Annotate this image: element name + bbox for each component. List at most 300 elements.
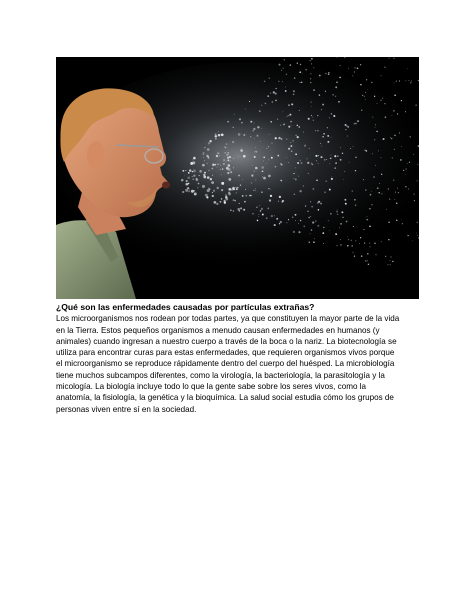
droplet (233, 167, 234, 168)
droplet (211, 168, 213, 170)
droplet (354, 123, 356, 125)
paragraph-line: el microorganismo se reproduce rápidamente dentro del cuerpo del huésped. La microbiología (56, 359, 395, 369)
droplet (268, 159, 269, 160)
droplet (284, 123, 285, 124)
droplet (297, 63, 298, 64)
droplet (227, 157, 229, 159)
droplet (399, 80, 400, 81)
droplet (261, 105, 262, 106)
droplet (416, 180, 417, 181)
droplet (188, 190, 190, 192)
droplet (385, 116, 386, 117)
droplet (337, 210, 338, 211)
droplet (206, 196, 208, 198)
droplet (288, 162, 289, 163)
droplet (206, 155, 208, 157)
droplet (192, 159, 193, 160)
droplet (317, 225, 319, 227)
droplet (215, 135, 217, 137)
droplet (354, 256, 355, 257)
droplet (325, 180, 326, 181)
droplet (367, 89, 368, 90)
droplet (369, 208, 371, 210)
paragraph-line: micología. La biología incluye todo lo que la gente sabe sobre los seres vivos, como la (56, 382, 366, 392)
droplet (341, 211, 343, 213)
droplet (365, 260, 366, 261)
droplet (221, 133, 224, 136)
droplet (340, 244, 342, 246)
droplet (334, 167, 336, 169)
droplet (249, 195, 251, 197)
droplet (398, 192, 399, 193)
droplet (387, 264, 388, 265)
droplet (330, 158, 331, 159)
droplet (258, 214, 259, 215)
droplet (255, 188, 256, 189)
droplet (290, 142, 291, 143)
droplet (205, 194, 208, 197)
droplet (270, 121, 272, 123)
droplet (339, 77, 340, 78)
paragraph-line: en la Tierra. Estos pequeños organismos a menudo causan enfermedades en humanos (y (56, 325, 380, 335)
droplet (275, 88, 276, 89)
droplet (261, 208, 263, 210)
droplet (250, 136, 251, 137)
droplet (224, 152, 226, 154)
droplet (384, 103, 385, 104)
droplet (372, 153, 373, 154)
droplet (218, 131, 219, 132)
droplet (289, 114, 291, 116)
droplet (193, 169, 196, 172)
droplet (188, 183, 190, 185)
droplet (410, 136, 411, 137)
droplet (351, 245, 353, 247)
droplet (385, 256, 386, 257)
droplet (269, 78, 270, 79)
droplet (394, 135, 396, 137)
droplet (209, 140, 211, 142)
droplet (199, 170, 202, 173)
droplet (407, 163, 408, 164)
droplet (311, 102, 312, 103)
droplet (225, 147, 226, 148)
droplet (310, 73, 311, 74)
droplet (389, 199, 390, 200)
droplet (392, 115, 393, 116)
droplet (286, 157, 287, 158)
droplet (226, 161, 227, 162)
droplet (295, 153, 297, 155)
droplet (345, 124, 347, 126)
droplet (317, 115, 318, 116)
droplet (261, 192, 262, 193)
droplet (322, 232, 324, 234)
droplet (395, 192, 396, 193)
droplet (345, 129, 346, 130)
droplet (357, 120, 359, 122)
droplet (330, 213, 332, 215)
droplet (328, 73, 330, 75)
droplet (301, 162, 303, 164)
droplet (251, 182, 252, 183)
droplet (227, 121, 229, 123)
droplet (310, 233, 311, 234)
droplet (391, 257, 392, 258)
droplet (327, 141, 329, 143)
droplet (271, 143, 272, 144)
droplet (193, 175, 195, 177)
droplet (245, 195, 247, 197)
droplet (320, 156, 322, 158)
droplet (192, 171, 193, 172)
droplet (292, 216, 294, 218)
droplet (223, 159, 225, 161)
droplet (365, 150, 366, 151)
droplet (416, 233, 417, 234)
droplet (254, 190, 255, 191)
droplet (252, 213, 253, 214)
droplet (293, 231, 295, 233)
droplet (275, 100, 277, 102)
droplet (374, 96, 375, 97)
droplet (347, 245, 349, 247)
droplet (360, 84, 362, 86)
droplet (415, 104, 416, 105)
droplet (335, 86, 337, 88)
droplet (226, 167, 229, 170)
droplet (334, 155, 336, 157)
droplet (286, 222, 287, 223)
droplet (271, 215, 273, 217)
droplet (326, 159, 327, 160)
droplet (278, 201, 279, 202)
droplet (207, 189, 210, 192)
droplet (290, 121, 292, 123)
droplet (369, 226, 371, 228)
droplet (347, 126, 349, 128)
droplet (319, 94, 320, 95)
droplet (233, 127, 234, 128)
droplet (349, 162, 350, 163)
droplet (282, 81, 283, 82)
droplet (309, 60, 310, 61)
droplet (311, 115, 312, 116)
droplet (282, 111, 283, 112)
body-paragraph (56, 313, 426, 415)
droplet (373, 176, 374, 177)
droplet (241, 122, 242, 123)
droplet (308, 118, 310, 120)
droplet (377, 103, 378, 104)
droplet (344, 199, 346, 201)
droplet (288, 219, 289, 220)
droplet (186, 180, 188, 182)
droplet (272, 101, 273, 102)
droplet (267, 95, 269, 97)
droplet (342, 217, 343, 218)
droplet (337, 155, 339, 157)
droplet (320, 203, 322, 205)
droplet (353, 146, 354, 147)
droplet (258, 216, 259, 217)
droplet (388, 188, 389, 189)
droplet (212, 175, 213, 176)
droplet (187, 177, 189, 179)
droplet (318, 163, 319, 164)
droplet (311, 164, 313, 166)
droplet (388, 239, 389, 240)
paragraph-line: tiene muchos subcampos diferentes, como la virología, la bacteriología, la parasitología y la (56, 370, 385, 380)
droplet (318, 155, 319, 156)
droplet (309, 242, 310, 243)
droplet (266, 217, 268, 219)
droplet (313, 241, 315, 243)
droplet (228, 178, 231, 181)
droplet (328, 220, 329, 221)
droplet (297, 125, 299, 127)
droplet (240, 207, 242, 209)
droplet (270, 189, 271, 190)
droplet (267, 208, 269, 210)
droplet (277, 155, 279, 157)
droplet (288, 115, 289, 116)
droplet (216, 155, 218, 157)
droplet (203, 154, 204, 155)
droplet (417, 164, 418, 165)
droplet (217, 167, 218, 168)
droplet (269, 134, 270, 135)
droplet (336, 81, 338, 83)
droplet (386, 209, 387, 210)
droplet (311, 229, 313, 231)
droplet (295, 220, 296, 221)
droplet (230, 160, 231, 161)
droplet (294, 193, 296, 195)
droplet (313, 120, 314, 121)
droplet (222, 168, 223, 169)
droplet (393, 58, 394, 59)
droplet (230, 171, 232, 173)
droplet (193, 178, 194, 179)
droplet (352, 190, 353, 191)
droplet (375, 254, 376, 255)
droplet (309, 148, 310, 149)
droplet (268, 188, 270, 190)
droplet (365, 189, 367, 191)
droplet (308, 173, 309, 174)
droplet (338, 101, 340, 103)
droplet (354, 71, 355, 72)
droplet (204, 160, 205, 161)
droplet (275, 137, 277, 139)
droplet (323, 243, 324, 244)
droplet (184, 176, 185, 177)
droplet (259, 110, 261, 112)
droplet (354, 199, 356, 201)
droplet (405, 111, 406, 112)
droplet (365, 99, 366, 100)
droplet (301, 82, 303, 84)
droplet (203, 157, 204, 158)
droplet (366, 219, 368, 221)
droplet (278, 137, 280, 139)
droplet (256, 135, 258, 137)
droplet (331, 155, 332, 156)
droplet (224, 201, 225, 202)
droplet (286, 74, 287, 75)
droplet (312, 188, 314, 190)
droplet (327, 135, 329, 137)
droplet (352, 75, 353, 76)
paragraph-line: anatomía, la fisiología, la genética y la bioquímica. La salud social estudia cómo los grupos de (56, 393, 394, 403)
droplet (249, 101, 250, 102)
droplet (221, 198, 223, 200)
droplet (355, 157, 357, 159)
droplet (293, 173, 294, 174)
droplet (220, 165, 221, 166)
droplet (277, 119, 278, 120)
droplet (317, 130, 319, 132)
droplet (360, 237, 361, 238)
droplet (262, 176, 263, 177)
droplet (329, 163, 330, 164)
droplet (263, 177, 266, 180)
droplet (381, 75, 382, 76)
droplet (307, 162, 309, 164)
droplet (243, 209, 245, 211)
droplet (274, 224, 276, 226)
droplet (319, 75, 321, 77)
droplet (239, 203, 240, 204)
droplet (382, 98, 383, 99)
droplet (390, 260, 391, 261)
droplet (311, 163, 312, 164)
droplet (329, 230, 330, 231)
droplet (240, 149, 243, 152)
droplet (230, 209, 232, 211)
droplet (236, 187, 237, 188)
droplet (394, 199, 395, 200)
droplet (325, 91, 326, 92)
droplet (331, 177, 332, 178)
droplet (280, 125, 281, 126)
droplet (408, 189, 409, 190)
droplet (255, 151, 257, 153)
droplet (331, 178, 333, 180)
droplet (279, 223, 280, 224)
droplet (389, 58, 390, 59)
droplet (299, 190, 301, 192)
droplet (253, 190, 254, 191)
droplet (237, 208, 240, 211)
droplet (285, 87, 286, 88)
droplet (238, 175, 240, 177)
droplet (181, 179, 184, 182)
droplet (293, 178, 294, 179)
droplet (217, 164, 218, 165)
droplet (310, 201, 311, 202)
droplet (303, 132, 304, 133)
droplet (244, 201, 246, 203)
droplet (397, 113, 398, 114)
droplet (366, 150, 368, 152)
droplet (233, 199, 235, 201)
droplet (374, 243, 375, 244)
droplet (376, 131, 377, 132)
droplet (308, 217, 310, 219)
droplet (384, 67, 385, 68)
droplet (378, 151, 379, 152)
droplet (215, 133, 217, 135)
droplet (346, 221, 348, 223)
droplet (335, 96, 336, 97)
droplet (313, 67, 314, 68)
droplet (375, 127, 376, 128)
droplet (188, 172, 190, 174)
droplet (403, 170, 404, 171)
droplet (407, 235, 408, 236)
droplet (372, 117, 373, 118)
droplet (351, 240, 352, 241)
droplet (221, 189, 223, 191)
droplet (302, 73, 303, 74)
droplet (275, 166, 277, 168)
droplet (221, 175, 222, 176)
droplet (207, 163, 208, 164)
droplet (381, 193, 382, 194)
droplet (295, 178, 297, 180)
droplet (329, 189, 331, 191)
droplet (340, 159, 342, 161)
droplet (280, 221, 282, 223)
droplet (269, 199, 271, 201)
droplet (192, 176, 193, 177)
droplet (259, 205, 260, 206)
droplet (275, 93, 277, 95)
droplet (353, 226, 354, 227)
droplet (283, 68, 284, 69)
droplet (381, 157, 382, 158)
droplet (202, 164, 205, 167)
droplet (295, 135, 296, 136)
droplet (410, 82, 411, 83)
droplet (300, 82, 301, 83)
droplet (394, 149, 395, 150)
droplet (214, 201, 217, 204)
droplet (261, 166, 264, 169)
droplet (335, 162, 337, 164)
droplet (374, 139, 375, 140)
droplet (307, 211, 308, 212)
droplet (212, 164, 215, 167)
droplet (371, 191, 372, 192)
droplet (236, 188, 238, 190)
droplet (361, 110, 362, 111)
droplet (266, 148, 267, 149)
droplet (331, 137, 332, 138)
droplet (279, 64, 281, 66)
droplet (274, 215, 275, 216)
droplet (321, 146, 322, 147)
droplet (298, 223, 299, 224)
droplet (312, 117, 313, 118)
droplet (299, 71, 301, 73)
droplet (401, 100, 402, 101)
droplet (365, 92, 366, 93)
droplet (310, 78, 311, 79)
droplet (292, 125, 293, 126)
